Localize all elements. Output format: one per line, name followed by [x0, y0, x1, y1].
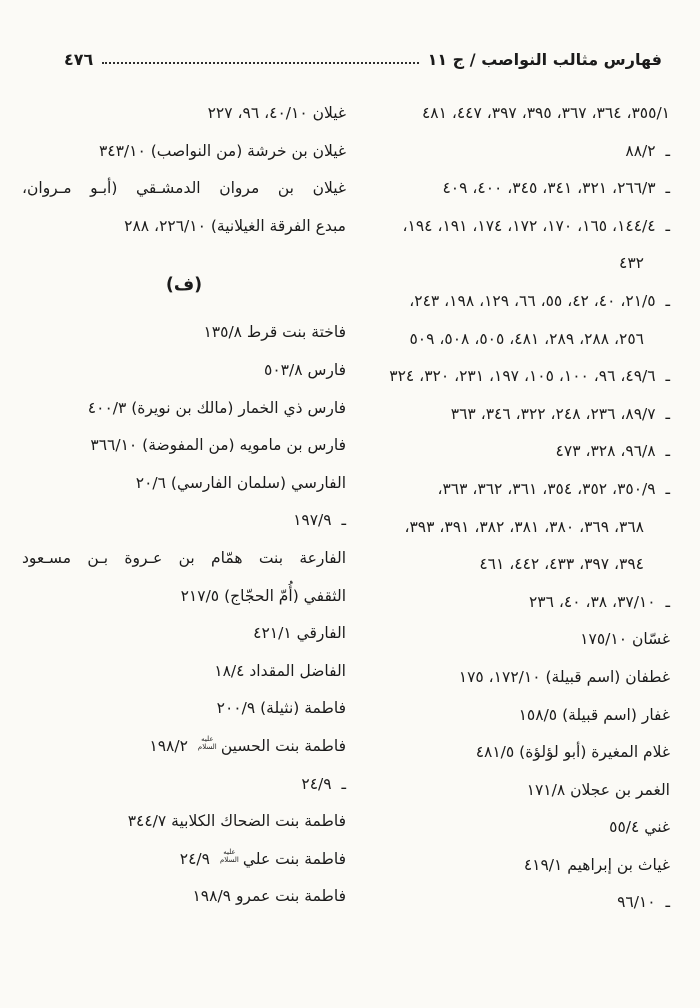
index-entry: غطفان (اسم قبيلة) ١٧٢/١٠، ١٧٥: [458, 667, 670, 686]
index-entry: فاطمة بنت الضحاك الكلابية ٣٤٤/٧: [127, 812, 346, 831]
right-column: [358, 95, 670, 922]
index-entry: ـ ٢١/٥، ٤٠، ٤٢، ٥٥، ٦٦، ١٢٩، ١٩٨، ٢٤٣،: [409, 291, 670, 310]
index-entry: غيلان بن مروان الدمشـقي (أبـو مـروان،: [22, 179, 346, 198]
index-entry: فارس ذي الخمار (مالك بن نويرة) ٤٠٠/٣: [87, 398, 346, 417]
index-entry: مبدع الفرقة الغيلانية) ٢٢٦/١٠، ٢٨٨: [124, 216, 346, 235]
running-head: [64, 50, 662, 69]
index-entry: ٣٦٨، ٣٦٩، ٣٨٠، ٣٨١، ٣٨٢، ٣٩١، ٣٩٣،: [404, 517, 644, 536]
index-entry: غفار (اسم قبيلة) ١٥٨/٥: [518, 705, 670, 724]
index-entry: ٤٣٢: [619, 254, 644, 273]
index-entry: ـ ٢٦٦/٣، ٣٢١، ٣٤١، ٣٤٥، ٤٠٠، ٤٠٩: [442, 179, 670, 198]
index-entry: غياث بن إبراهيم ٤١٩/١: [523, 855, 670, 874]
index-entry: ـ ٨٩/٧، ٢٣٦، ٢٤٨، ٣٢٢، ٣٤٦، ٣٦٣: [450, 404, 670, 423]
index-entry: ـ ٩٦/٨، ٣٢٨، ٤٧٣: [555, 442, 670, 461]
dotted-leader: [102, 62, 418, 64]
index-columns: [22, 95, 670, 922]
index-entry: ـ ٨٨/٢: [625, 141, 670, 160]
index-entry: غيلان بن خرشة (من النواصب) ٣٤٣/١٠: [98, 141, 346, 160]
index-entry: ـ ١٩٧/٩: [293, 511, 346, 530]
index-entry: ـ ٣٧/١٠، ٣٨، ٤٠، ٢٣٦: [528, 592, 670, 611]
index-entry: غسّان ١٧٥/١٠: [580, 630, 670, 649]
section-heading: (ف): [165, 275, 203, 296]
index-entry: ٣٩٤، ٣٩٧، ٤٣٣، ٤٤٢، ٤٦١: [479, 555, 644, 574]
index-entry: فارس ٥٠٣/٨: [264, 360, 346, 379]
index-entry: الفارقي ٤٢١/١: [253, 624, 346, 643]
index-entry: فاختة بنت قرط ١٣٥/٨: [203, 323, 346, 342]
index-entry: ـ ١٤٤/٤، ١٦٥، ١٧٠، ١٧٢، ١٧٤، ١٩١، ١٩٤،: [402, 216, 670, 235]
book-title: فهارس مثالب النواصب / ج ١١: [427, 50, 662, 69]
index-entry: الثقفي (أُمّ الحجّاج) ٢١٧/٥: [180, 586, 346, 605]
index-entry: فاطمة بنت الحسينعليه السلام ١٩٨/٢: [149, 735, 346, 755]
index-entry: ٣٥٥/١، ٣٦٤، ٣٦٧، ٣٩٥، ٣٩٧، ٤٤٧، ٤٨١: [421, 104, 670, 122]
page-number: ٤٧٦: [64, 50, 94, 69]
index-entry: ٢٥٦، ٢٨٨، ٢٨٩، ٤٨١، ٥٠٥، ٥٠٨، ٥٠٩: [409, 329, 644, 348]
index-entry: الفارسي (سلمان الفارسي) ٢٠/٦: [135, 473, 346, 492]
index-entry: ـ ٣٥٠/٩، ٣٥٢، ٣٥٤، ٣٦١، ٣٦٢، ٣٦٣،: [437, 479, 670, 498]
index-entry: فاطمة (نثيلة) ٢٠٠/٩: [216, 699, 346, 718]
index-entry: فارس بن مامويه (من المفوضة) ٣٦٦/١٠: [90, 436, 346, 455]
index-entry: ـ ٢٤/٩: [301, 774, 346, 793]
index-entry: غني ٥٥/٤: [609, 818, 670, 837]
index-entry: الفارعة بنت همّام بن عـروة بـن مسـعود: [22, 548, 346, 567]
index-entry: غلام المغيرة (أبو لؤلؤة) ٤٨١/٥: [475, 743, 670, 762]
index-entry: فاطمة بنت عمرو ١٩٨/٩: [192, 887, 346, 906]
index-entry: ـ ٩٦/١٠: [617, 893, 670, 912]
index-entry: الفاضل المقداد ١٨/٤: [214, 661, 346, 680]
left-column: [22, 95, 346, 922]
honorific-mark: عليه السلام: [219, 847, 239, 864]
index-entry: الغمر بن عجلان ١٧١/٨: [526, 780, 670, 799]
index-entry: فاطمة بنت عليعليه السلام ٢٤/٩: [179, 847, 346, 868]
index-entry: غيلان ٤٠/١٠، ٩٦، ٢٢٧: [207, 104, 346, 122]
index-entry: ـ ٤٩/٦، ٩٦، ١٠٠، ١٠٥، ١٩٧، ٢٣١، ٣٢٠، ٣٢٤: [389, 367, 670, 386]
honorific-mark: عليه السلام: [197, 735, 217, 751]
